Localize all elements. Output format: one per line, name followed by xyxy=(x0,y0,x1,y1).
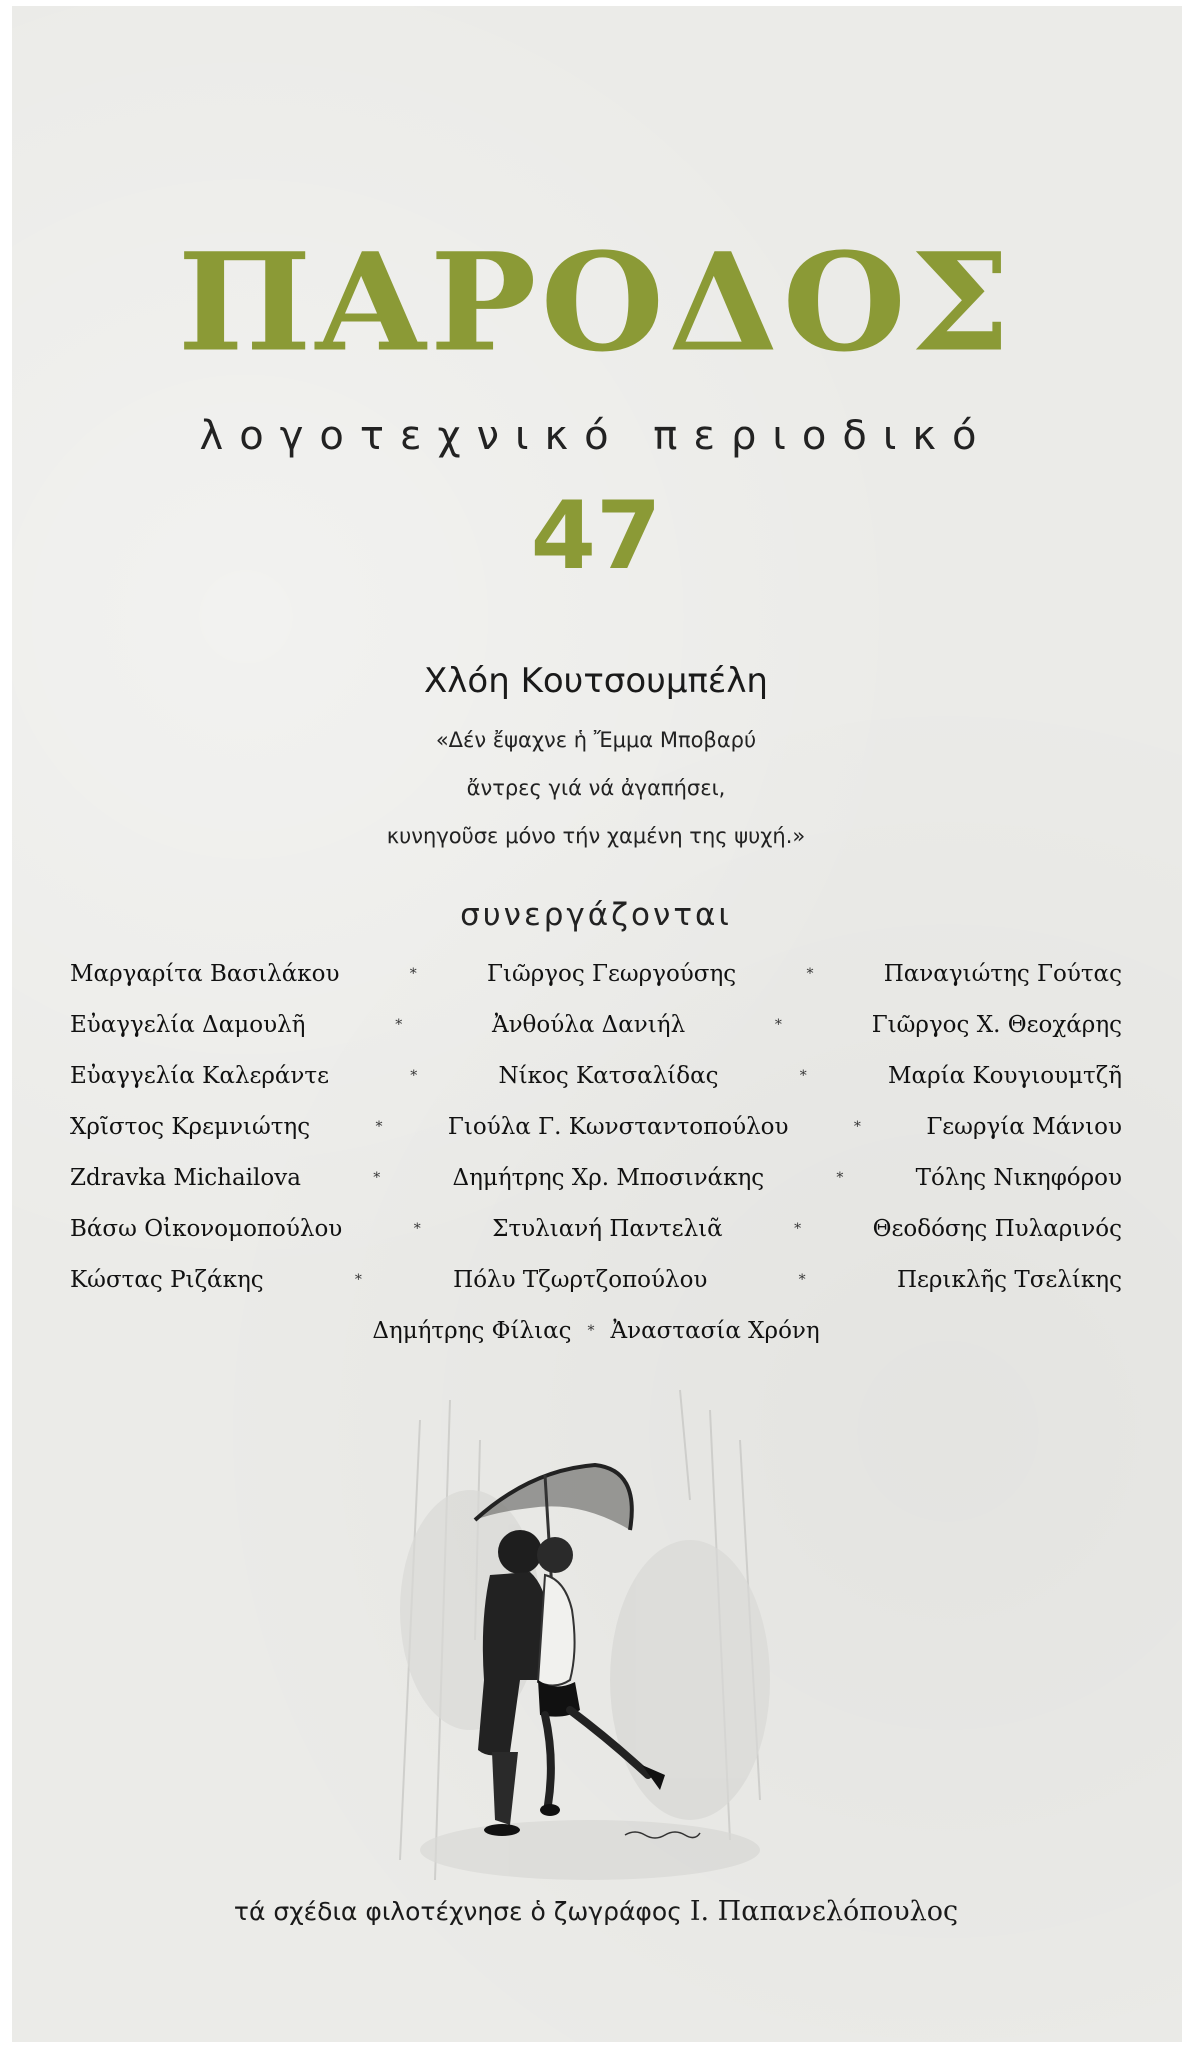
contributor-name: Στυλιανή Παντελιᾶ xyxy=(492,1215,723,1242)
separator-star: * xyxy=(806,965,814,982)
featured-quote xyxy=(0,716,1192,860)
separator-star: * xyxy=(794,1220,802,1237)
contributor-name: Θεοδόσης Πυλαρινός xyxy=(872,1215,1122,1242)
credit-prefix: τά σχέδια φιλοτέχνησε ὁ ζωγράφος xyxy=(233,1897,682,1926)
featured-author: Χλόη Κουτσουμπέλη xyxy=(424,661,768,701)
contributor-name: Πόλυ Τζωρτζοπούλου xyxy=(453,1266,708,1293)
contributor-row xyxy=(70,1152,1122,1203)
contributor-name: Εὐαγγελία Δαμουλῆ xyxy=(70,1011,306,1038)
quote-line: κυνηγοῦσε μόνο τήν χαμένη της ψυχή.» xyxy=(386,824,806,848)
separator-star: * xyxy=(373,1169,381,1186)
contributor-name: Βάσω Οἰκονομοπούλου xyxy=(70,1215,343,1242)
contributor-name: Περικλῆς Τσελίκης xyxy=(896,1266,1122,1293)
separator-star: * xyxy=(375,1118,383,1135)
contributor-name: Γιούλα Γ. Κωνσταντοπούλου xyxy=(447,1113,789,1140)
contributor-name: Γιῶργος Χ. Θεοχάρης xyxy=(871,1011,1122,1038)
separator-star: * xyxy=(413,1220,421,1237)
separator-star: * xyxy=(853,1118,861,1135)
separator-star: * xyxy=(798,1271,806,1288)
illustration-credit xyxy=(0,1898,1192,1925)
contributor-name: Τόλης Νικηφόρου xyxy=(915,1164,1122,1191)
contributor-name: Δημήτρης Φίλιας xyxy=(372,1317,572,1344)
contributor-row xyxy=(70,1203,1122,1254)
contributor-name: Zdravka Michailova xyxy=(70,1164,301,1191)
magazine-title: ΠΑΡΟΔΟΣ xyxy=(177,224,1015,382)
separator-star: * xyxy=(354,1271,362,1288)
contributor-row xyxy=(70,1050,1122,1101)
separator-star: * xyxy=(409,965,417,982)
separator-star: * xyxy=(774,1016,782,1033)
credit-artist: Ι. Παπανελόπουλος xyxy=(689,1896,959,1927)
separator-star: * xyxy=(836,1169,844,1186)
contributor-name: Παναγιώτης Γούτας xyxy=(883,960,1122,987)
contributor-row xyxy=(70,948,1122,999)
contributor-name: Γεωργία Μάνιου xyxy=(926,1113,1122,1140)
contributor-name: Μαρία Κουγιουμτζῆ xyxy=(888,1062,1122,1089)
contributor-row xyxy=(70,999,1122,1050)
contributor-row xyxy=(70,1101,1122,1152)
couple-umbrella-illustration xyxy=(380,1380,800,1900)
contributor-name: Δημήτρης Χρ. Μποσινάκης xyxy=(452,1164,765,1191)
separator-star: * xyxy=(410,1067,418,1084)
contributor-name: Χρῖστος Κρεμνιώτης xyxy=(70,1113,311,1140)
separator-star: * xyxy=(799,1067,807,1084)
contributors-list xyxy=(70,948,1122,1356)
contributor-name: Ἀναστασία Χρόνη xyxy=(610,1317,820,1344)
contributor-row xyxy=(70,1305,1122,1356)
issue-number: 47 xyxy=(530,482,662,591)
contributor-row xyxy=(70,1254,1122,1305)
separator-star: * xyxy=(587,1322,595,1339)
contributor-name: Εὐαγγελία Καλεράντε xyxy=(70,1062,330,1089)
contributor-name: Γιῶργος Γεωργούσης xyxy=(487,960,737,987)
contributors-heading: συνεργάζονται xyxy=(460,897,732,933)
magazine-subtitle: λογοτεχνικό περιοδικό xyxy=(199,413,993,459)
contributor-name: Κώστας Ριζάκης xyxy=(70,1266,264,1293)
contributor-name: Νίκος Κατσαλίδας xyxy=(498,1062,719,1089)
separator-star: * xyxy=(395,1016,403,1033)
quote-line: ἄντρες γιά νά ἀγαπήσει, xyxy=(466,776,726,800)
quote-line: «Δέν ἔψαχνε ἡ Ἔμμα Μποβαρύ xyxy=(435,728,757,752)
contributor-name: Μαργαρίτα Βασιλάκου xyxy=(70,960,340,987)
contributor-name: Ἀνθούλα Δανιήλ xyxy=(491,1011,686,1038)
